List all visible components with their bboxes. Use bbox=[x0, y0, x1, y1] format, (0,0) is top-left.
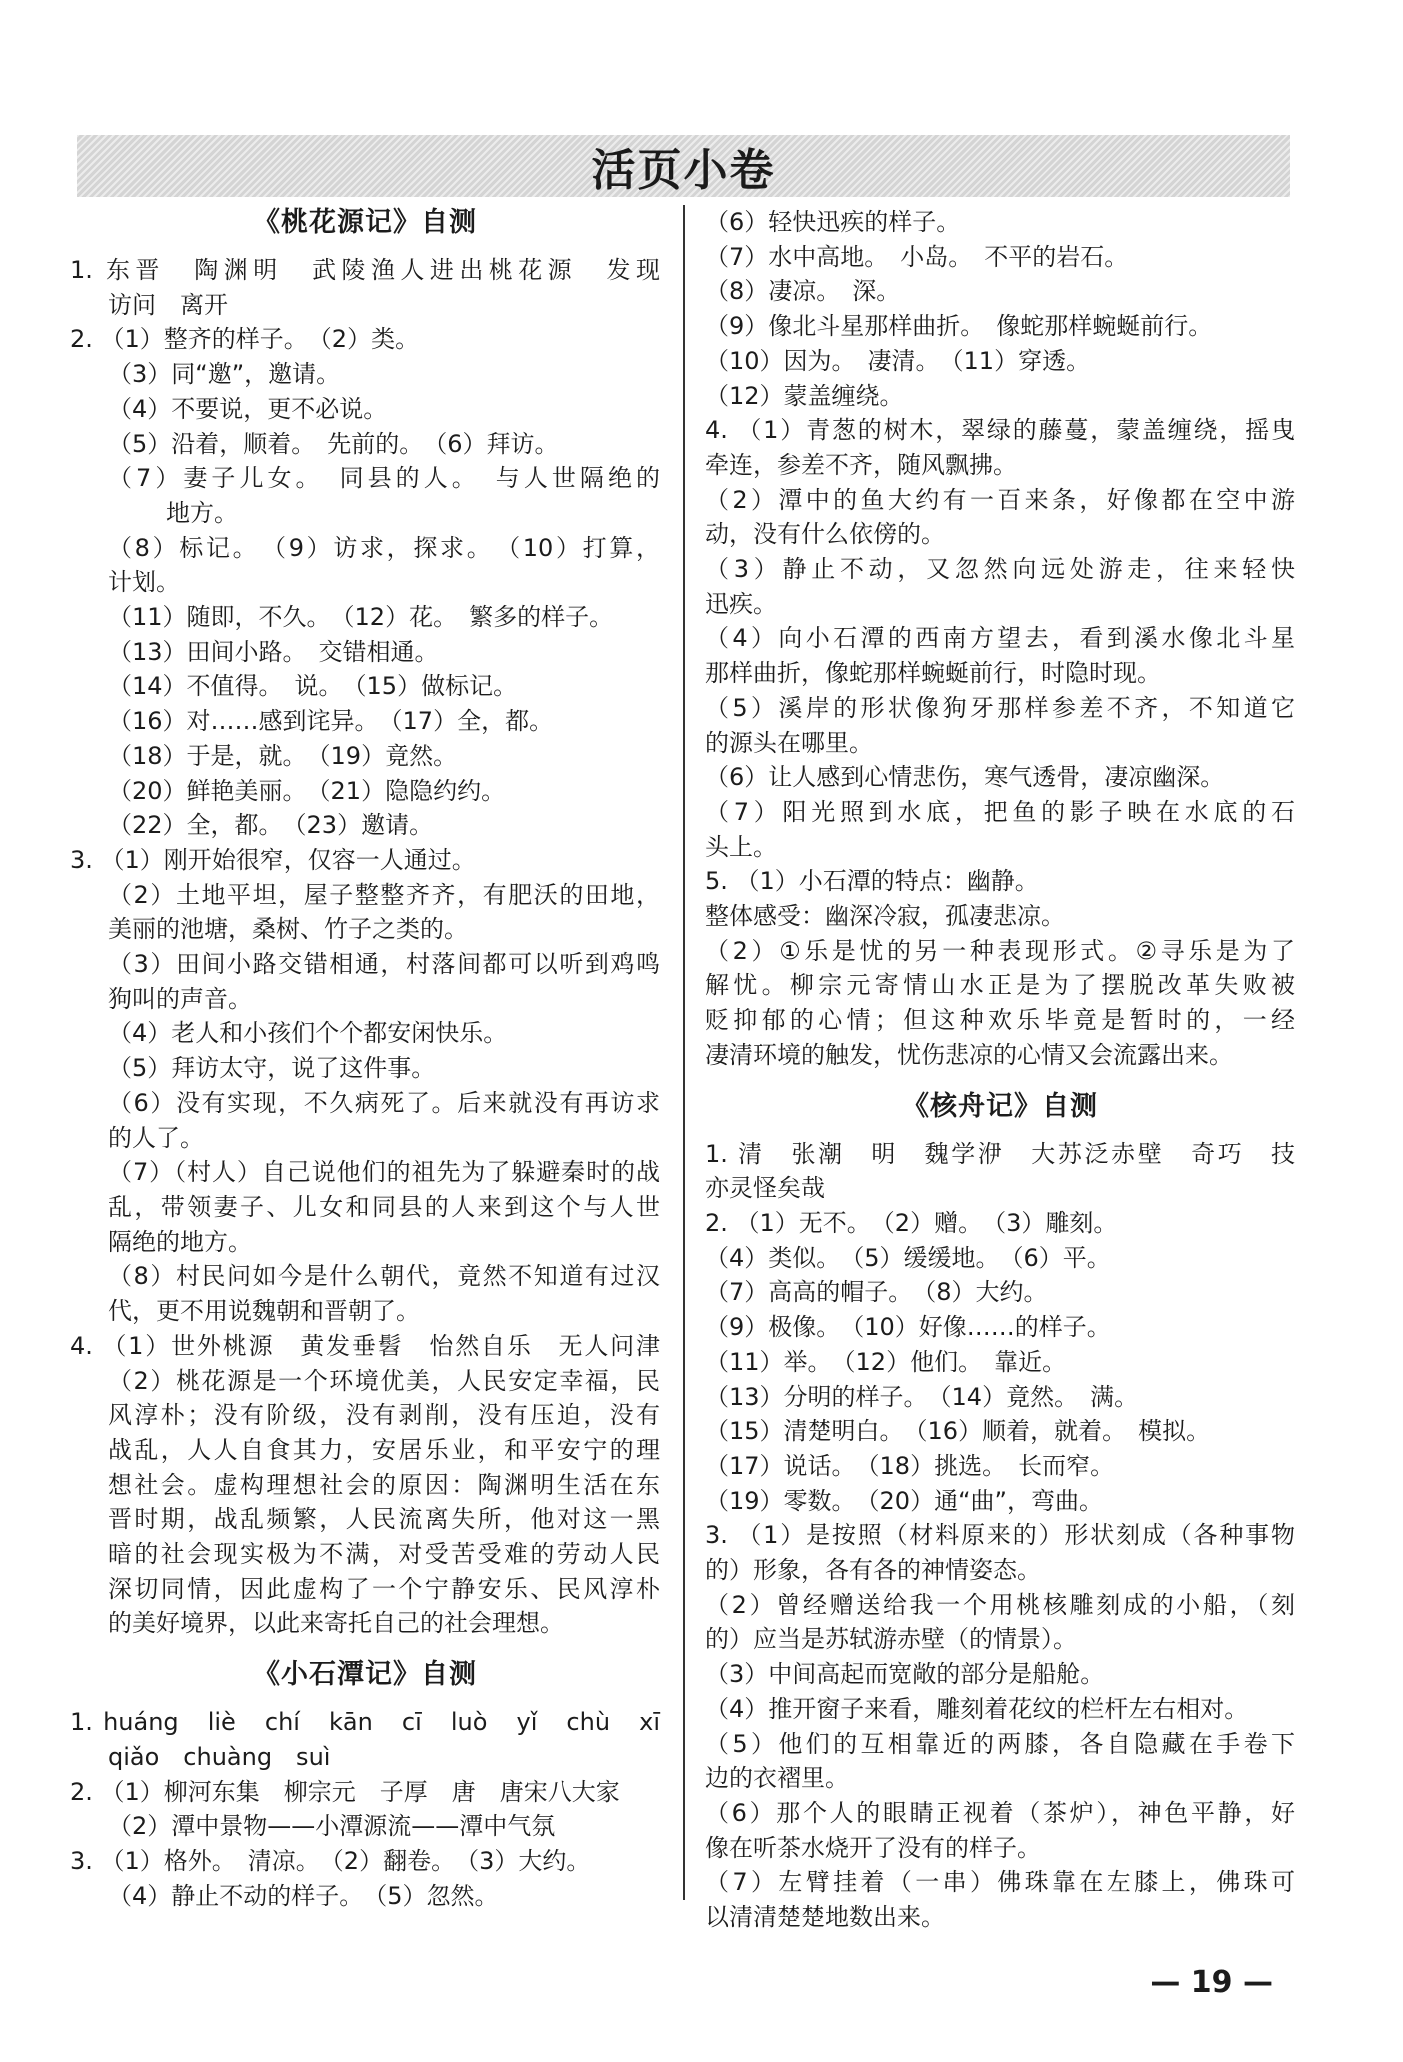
answer-line: （11）举。 （12）他们。 靠近。 bbox=[705, 1347, 1067, 1376]
answer-line: 解忧。柳宗元寄情山水正是为了摆脱改革失败被 bbox=[705, 971, 1295, 1000]
answer-line: 深切同情，因此虚构了一个宁静安乐、民风淳朴 bbox=[108, 1574, 660, 1603]
right-column bbox=[705, 205, 1295, 1935]
answer-line: 以清清楚楚地数出来。 bbox=[705, 1903, 945, 1932]
answer-line: （7）水中高地。 小岛。 不平的岩石。 bbox=[705, 242, 1129, 271]
answer-line: （3）同“邀”，邀请。 bbox=[108, 360, 341, 389]
answer-line: （9）极像。 （10）好像……的样子。 bbox=[705, 1313, 1111, 1342]
answer-line: （13）田间小路。 交错相通。 bbox=[108, 637, 439, 666]
answer-line: （4）老人和小孩们个个都安闲快乐。 bbox=[108, 1019, 508, 1048]
answer-line: （16）对……感到诧异。 （17）全，都。 bbox=[108, 707, 554, 736]
answer-line: （20）鲜艳美丽。 （21）隐隐约约。 bbox=[108, 776, 506, 805]
answer-line: 3. （1）刚开始很窄，仅容一人通过。 bbox=[70, 845, 476, 874]
answer-line: 隔绝的地方。 bbox=[108, 1227, 252, 1256]
answer-line: （5）沿着，顺着。 先前的。 （6）拜访。 bbox=[108, 429, 559, 458]
answer-line: （4）向小石潭的西南方望去，看到溪水像北斗星 bbox=[705, 624, 1295, 653]
answer-line: （5）溪岸的形状像狗牙那样参差不齐，不知道它 bbox=[705, 693, 1295, 722]
answer-line: 访问 离开 bbox=[108, 290, 228, 319]
answer-line: 2. （1）柳河东集 柳宗元 子厚 唐 唐宋八大家 bbox=[70, 1777, 620, 1806]
answer-line: （17）说话。 （18）挑选。 长而窄。 bbox=[705, 1451, 1115, 1480]
page-number: — 19 — bbox=[1150, 1965, 1273, 2000]
answer-line: 狗叫的声音。 bbox=[108, 984, 252, 1013]
answer-line: 的源头在哪里。 bbox=[705, 728, 873, 757]
answer-line: （6）没有实现，不久病死了。后来就没有再访求 bbox=[108, 1088, 660, 1117]
answer-line: 亦灵怪矣哉 bbox=[705, 1174, 825, 1203]
answer-line: （3）中间高起而宽敞的部分是船舱。 bbox=[705, 1660, 1105, 1689]
answer-line: 4. （1）世外桃源 黄发垂髫 怡然自乐 无人问津 bbox=[70, 1331, 660, 1360]
answer-line: 4. （1）青葱的树木，翠绿的藤蔓，蒙盖缠绕，摇曳 bbox=[705, 416, 1295, 445]
answer-line: （6）让人感到心情悲伤，寒气透骨，凄凉幽深。 bbox=[705, 763, 1225, 792]
answer-line: （6）那个人的眼睛正视着（茶炉），神色平静，好 bbox=[705, 1798, 1295, 1827]
answer-line: （15）清楚明白。 （16）顺着，就着。 模拟。 bbox=[705, 1417, 1211, 1446]
answer-line: 代，更不用说魏朝和晋朝了。 bbox=[108, 1297, 420, 1326]
answer-line: （7）高高的帽子。 （8）大约。 bbox=[705, 1278, 1048, 1307]
answer-line: （19）零数。 （20）通“曲”，弯曲。 bbox=[705, 1486, 1103, 1515]
answer-line: 乱，带领妻子、儿女和同县的人来到这个与人世 bbox=[108, 1192, 660, 1221]
answer-line: 战乱，人人自食其力，安居乐业，和平安宁的理 bbox=[108, 1435, 660, 1464]
answer-line: 整体感受：幽深冷寂，孤凄悲凉。 bbox=[705, 902, 1065, 931]
answer-line: 想社会。虚构理想社会的原因：陶渊明生活在东 bbox=[108, 1470, 660, 1499]
answer-line: 的人了。 bbox=[108, 1123, 204, 1152]
answer-line: 像在听茶水烧开了没有的样子。 bbox=[705, 1833, 1041, 1862]
answer-line: （5）拜访太守，说了这件事。 bbox=[108, 1054, 436, 1083]
answer-line: （2）土地平坦，屋子整整齐齐，有肥沃的田地， bbox=[108, 880, 660, 909]
answer-line: 计划。 bbox=[108, 568, 180, 597]
answer-line: （2）潭中景物——小潭源流——潭中气氛 bbox=[108, 1812, 556, 1841]
section-title: 《核舟记》自测 bbox=[902, 1090, 1098, 1122]
answer-line: 2. （1）无不。 （2）赠。 （3）雕刻。 bbox=[705, 1208, 1118, 1237]
answer-line: 迅疾。 bbox=[705, 589, 777, 618]
answer-line: （22）全，都。 （23）邀请。 bbox=[108, 811, 434, 840]
answer-line: （6）轻快迅疾的样子。 bbox=[705, 208, 961, 236]
answer-line: 牵连，参差不齐，随风飘拂。 bbox=[705, 450, 1017, 479]
section-title: 《小石潭记》自测 bbox=[253, 1659, 477, 1691]
answer-line: （4）类似。 （5）缓缓地。 （6）平。 bbox=[705, 1243, 1111, 1272]
answer-line: 1. 清 张潮 明 魏学洢 大苏泛赤壁 奇巧 技 bbox=[705, 1139, 1295, 1168]
answer-line: 3. （1）是按照（材料原来的）形状刻成（各种事物 bbox=[705, 1521, 1295, 1550]
answer-line: （12）蒙盖缠绕。 bbox=[705, 381, 904, 410]
answer-line: （4）推开窗子来看，雕刻着花纹的栏杆左右相对。 bbox=[705, 1694, 1249, 1723]
answer-line: 1. 东晋 陶渊明 武陵渔人进出桃花源 发现 bbox=[70, 256, 660, 284]
answer-line: （7）阳光照到水底，把鱼的影子映在水底的石 bbox=[705, 797, 1295, 826]
answer-line: （2）潭中的鱼大约有一百来条，好像都在空中游 bbox=[705, 485, 1295, 514]
answer-line: 地方。 bbox=[166, 498, 238, 527]
answer-line: 5. （1）小石潭的特点：幽静。 bbox=[705, 867, 1039, 896]
answer-line: （2）曾经赠送给我一个用桃核雕刻成的小船，（刻 bbox=[705, 1590, 1295, 1619]
answer-line: 边的衣褶里。 bbox=[705, 1764, 849, 1793]
answer-line: qiǎo chuàng suì bbox=[108, 1742, 331, 1771]
column-divider bbox=[683, 205, 685, 1900]
answer-line: 1. huáng liè chí kān cī luò yǐ chù xī bbox=[70, 1708, 660, 1737]
answer-line: （14）不值得。 说。 （15）做标记。 bbox=[108, 672, 518, 701]
answer-line: （9）像北斗星那样曲折。 像蛇那样蜿蜒前行。 bbox=[705, 312, 1213, 341]
answer-line: （2）①乐是忧的另一种表现形式。②寻乐是为了 bbox=[705, 936, 1295, 965]
answer-line: （8）凄凉。 深。 bbox=[705, 277, 901, 306]
answer-line: 暗的社会现实极为不满，对受苦受难的劳动人民 bbox=[108, 1540, 660, 1569]
banner bbox=[77, 135, 1290, 197]
answer-line: 的）形象，各有各的神情姿态。 bbox=[705, 1556, 1041, 1585]
answer-line: 凄清环境的触发，忧伤悲凉的心情又会流露出来。 bbox=[705, 1040, 1233, 1069]
answer-line: （3）田间小路交错相通，村落间都可以听到鸡鸣 bbox=[108, 950, 660, 979]
answer-line: 那样曲折，像蛇那样蜿蜒前行，时隐时现。 bbox=[705, 659, 1161, 688]
answer-line: 晋时期，战乱频繁，人民流离失所，他对这一黑 bbox=[108, 1505, 660, 1534]
answer-line: 的）应当是苏轼游赤壁（的情景）。 bbox=[705, 1625, 1077, 1654]
answer-line: （4）静止不动的样子。 （5）忽然。 bbox=[108, 1881, 499, 1910]
answer-line: 贬抑郁的心情；但这种欢乐毕竟是暂时的，一经 bbox=[705, 1006, 1295, 1035]
answer-line: （7）（村人）自己说他们的祖先为了躲避秦时的战 bbox=[108, 1158, 660, 1187]
answer-line: 动，没有什么依傍的。 bbox=[705, 520, 945, 549]
answer-line: （3）静止不动，又忽然向远处游走，往来轻快 bbox=[705, 555, 1295, 584]
answer-line: 的美好境界，以此来寄托自己的社会理想。 bbox=[108, 1609, 564, 1638]
banner-title: 活页小卷 bbox=[591, 145, 776, 196]
answer-line: （2）桃花源是一个环境优美，人民安定幸福，民 bbox=[108, 1366, 660, 1395]
answer-line: 风淳朴；没有阶级，没有剥削，没有压迫，没有 bbox=[108, 1401, 660, 1430]
answer-line: （11）随即，不久。 （12）花。 繁多的样子。 bbox=[108, 603, 614, 632]
answer-line: （4）不要说，更不必说。 bbox=[108, 394, 388, 423]
answer-line: （10）因为。 凄清。 （11）穿透。 bbox=[705, 346, 1091, 375]
section-title: 《桃花源记》自测 bbox=[253, 207, 477, 238]
left-column bbox=[70, 205, 660, 1913]
answer-line: 头上。 bbox=[705, 832, 777, 861]
answer-line: （8）标记。 （9）访求，探求。 （10）打算， bbox=[108, 533, 660, 562]
answer-line: 2. （1）整齐的样子。 （2）类。 bbox=[70, 325, 420, 354]
answer-line: （18）于是，就。 （19）竟然。 bbox=[108, 741, 458, 770]
answer-line: （5）他们的互相靠近的两膝，各自隐藏在手卷下 bbox=[705, 1729, 1295, 1758]
answer-line: 3. （1）格外。 清凉。 （2）翻卷。 （3）大约。 bbox=[70, 1846, 591, 1875]
answer-line: （13）分明的样子。 （14）竟然。 满。 bbox=[705, 1382, 1139, 1411]
answer-line: 美丽的池塘，桑树、竹子之类的。 bbox=[108, 915, 468, 944]
answer-line: （8）村民问如今是什么朝代，竟然不知道有过汉 bbox=[108, 1262, 660, 1291]
answer-line: （7）左臂挂着（一串）佛珠靠在左膝上，佛珠可 bbox=[705, 1868, 1295, 1897]
answer-line: （7）妻子儿女。 同县的人。 与人世隔绝的 bbox=[108, 464, 660, 493]
